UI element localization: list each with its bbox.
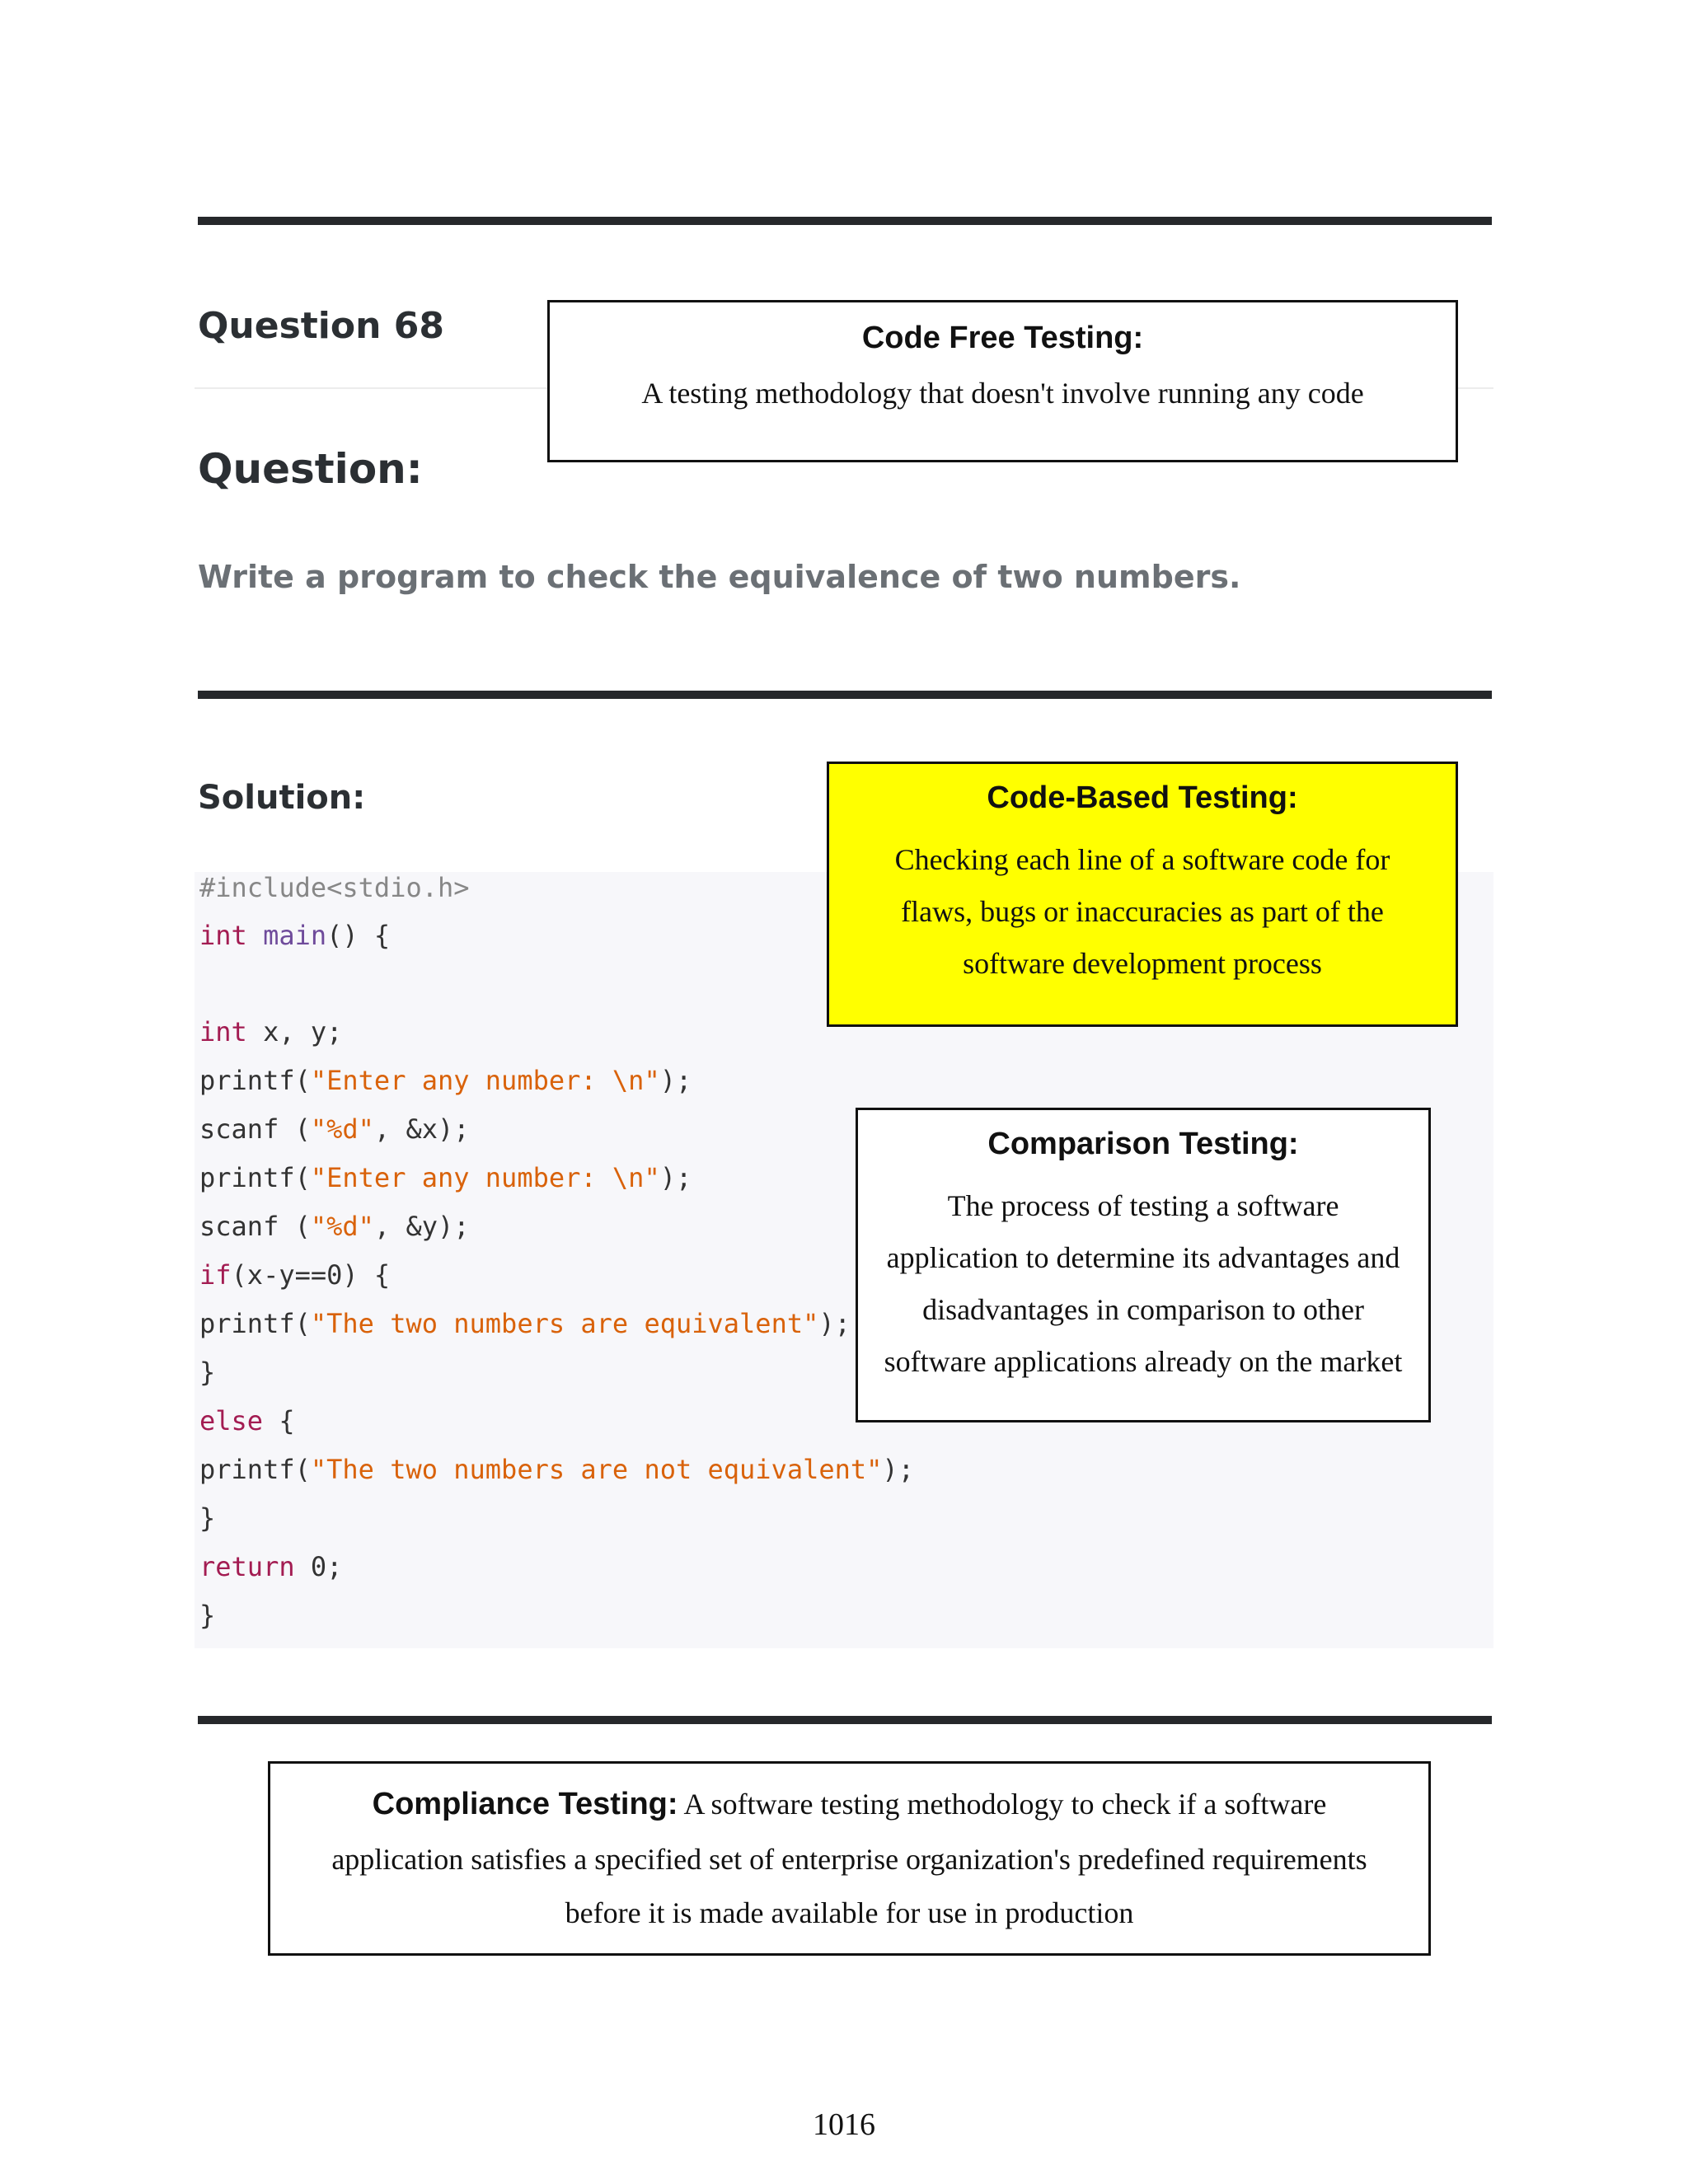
- code-line: [199, 1357, 215, 1388]
- code-line: [199, 1600, 215, 1631]
- code-string: "%d": [310, 1113, 374, 1145]
- code-keyword: if: [199, 1259, 232, 1291]
- code-text: () {: [326, 920, 391, 951]
- question-heading: Question:: [198, 445, 423, 493]
- code-function: main: [263, 920, 327, 951]
- code-text: printf(: [199, 1454, 311, 1485]
- code-line: [199, 1454, 914, 1485]
- code-text: );: [659, 1065, 692, 1096]
- compliance-testing-callout: [268, 1761, 1431, 1956]
- code-text: );: [882, 1454, 914, 1485]
- code-text: (x-y==0) {: [231, 1259, 391, 1291]
- code-string: "Enter any number: \n": [310, 1162, 660, 1193]
- code-keyword: int: [199, 920, 247, 951]
- comparison-testing-callout: [856, 1108, 1431, 1422]
- code-line: [199, 1162, 692, 1193]
- code-line: [199, 1259, 390, 1291]
- code-text: );: [818, 1308, 851, 1339]
- code-text: printf(: [199, 1162, 311, 1193]
- bottom-rule: [198, 1716, 1492, 1724]
- page-number: 1016: [813, 2107, 875, 2142]
- code-line: [199, 1065, 692, 1096]
- code-text: scanf (: [199, 1211, 311, 1242]
- code-text: scanf (: [199, 1113, 311, 1145]
- code-keyword: return: [199, 1551, 295, 1582]
- code-free-testing-callout: [547, 300, 1458, 462]
- code-line: [199, 1405, 295, 1436]
- code-text: printf(: [199, 1308, 311, 1339]
- callout-body-line: application satisfies a specified set of enterprise organization's predefined requirements: [331, 1843, 1367, 1876]
- code-text: }: [199, 1600, 216, 1631]
- code-string: "The two numbers are equivalent": [310, 1308, 819, 1339]
- code-text: printf(: [199, 1065, 311, 1096]
- code-line: [199, 1113, 470, 1145]
- code-line: [199, 872, 470, 903]
- code-line: [199, 1502, 215, 1534]
- question-number: Question 68: [198, 305, 444, 347]
- code-text: , &x);: [373, 1113, 470, 1145]
- code-text: x, y;: [246, 1016, 343, 1047]
- question-text: Write a program to check the equivalence of two numbers.: [198, 559, 1241, 595]
- code-string: "Enter any number: \n": [310, 1065, 660, 1096]
- callout-title: Code Free Testing:: [861, 321, 1144, 355]
- callout-body-line: software development process: [963, 947, 1322, 980]
- callout-body-line: application to determine its advantages and: [886, 1241, 1400, 1274]
- code-text: , &y);: [373, 1211, 470, 1242]
- callout-body-line: software applications already on the market: [884, 1345, 1403, 1378]
- code-text: );: [659, 1162, 692, 1193]
- callout-body-line: flaws, bugs or inaccuracies as part of the: [901, 895, 1384, 928]
- code-text: }: [199, 1502, 216, 1534]
- callout-body-line: Checking each line of a software code for: [894, 843, 1390, 876]
- code-preprocessor: #include<stdio.h>: [199, 872, 470, 903]
- solution-heading: Solution:: [198, 779, 366, 817]
- code-based-testing-callout: [827, 762, 1458, 1027]
- code-keyword: int: [199, 1016, 247, 1047]
- code-string: "%d": [310, 1211, 374, 1242]
- callout-title: Comparison Testing:: [987, 1127, 1299, 1161]
- code-line: [199, 1308, 851, 1339]
- code-line: [199, 1211, 470, 1242]
- callout-body: A testing methodology that doesn't involve running any code: [641, 377, 1364, 410]
- callout-title: Code-Based Testing:: [987, 780, 1298, 815]
- code-text: {: [263, 1405, 295, 1436]
- code-text: }: [199, 1357, 216, 1388]
- top-rule: [198, 217, 1492, 225]
- code-keyword: else: [199, 1405, 264, 1436]
- callout-body-line: before it is made available for use in production: [565, 1896, 1134, 1929]
- code-line: [199, 920, 390, 951]
- code-line: [199, 1016, 342, 1047]
- callout-body-line: The process of testing a software: [947, 1189, 1339, 1222]
- code-string: "The two numbers are not equivalent": [310, 1454, 883, 1485]
- code-line: [199, 1551, 342, 1582]
- callout-body-line: disadvantages in comparison to other: [922, 1293, 1364, 1326]
- callout-title: Compliance Testing:: [372, 1787, 678, 1821]
- callout-body-line: A software testing methodology to check if a software: [683, 1788, 1327, 1821]
- code-text: 0;: [294, 1551, 343, 1582]
- middle-rule: [198, 691, 1492, 699]
- callout-first-line: [270, 1777, 1428, 1831]
